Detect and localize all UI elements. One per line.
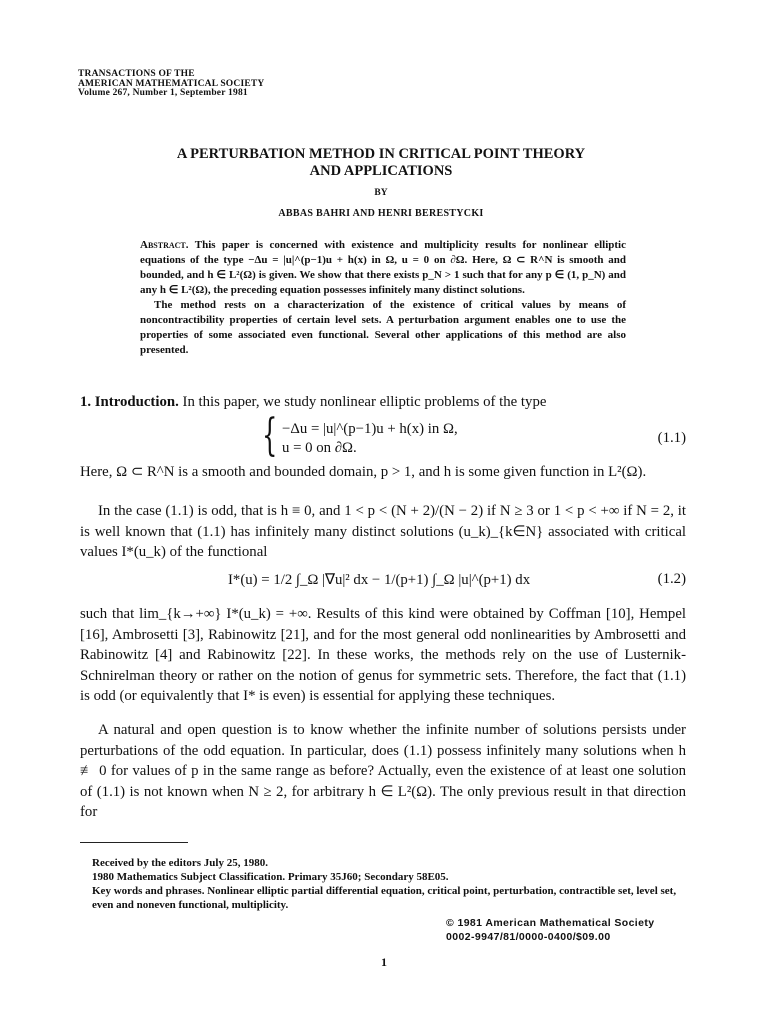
equation-1-2-number: (1.2) (657, 571, 686, 587)
section-heading: 1. Introduction. (80, 394, 179, 410)
equation-brace: { (262, 410, 278, 461)
equation-1-1-line2: u = 0 on ∂Ω. (282, 440, 357, 456)
paragraph-such-text: such that lim_{k→+∞} I*(u_k) = +∞. Results of this kind were obtained by Coffman [10], Hempel [16], Ambrosetti [3], Rabinowitz [21], and for the most general odd nonlinearities by Ambrosetti and Rabinowitz [4] and Rabinowitz [22]. In these works, the methods rely on the use of Lusternik-Schnirelman theory or rather on the notion of genus for symmetric sets. Therefore, the fact that (1.1) is odd (or equivalently that I* is even) is essential for applying these techniques. (80, 606, 686, 704)
equation-1-2: I*(u) = 1/2 ∫_Ω |∇u|² dx − 1/(p+1) ∫_Ω |u|^(p+1) dx (228, 572, 531, 588)
paragraph-natural (80, 720, 686, 823)
footnote-rule (80, 842, 188, 843)
copyright-block (446, 916, 655, 944)
copyright-line: © 1981 American Mathematical Society (446, 917, 655, 929)
title-line1: A PERTURBATION METHOD IN CRITICAL POINT THEORY (176, 146, 586, 162)
abstract-paragraph-2: The method rests on a characterization of the existence of critical values by means of noncontractibility properties of certain level sets. A perturbation argument enables one to use the properties of some associated even functional. Several other applications of this method are also presented. (140, 299, 626, 356)
abstract (140, 238, 626, 358)
paragraph-here (80, 462, 686, 483)
footnote-msc: 1980 Mathematics Subject Classification. Primary 35J60; Secondary 58E05. (92, 871, 449, 883)
journal-name-line1: TRANSACTIONS OF THE (78, 69, 195, 79)
footnotes (80, 856, 686, 912)
paper-title (78, 146, 684, 180)
abstract-paragraph-1 (140, 238, 626, 298)
intro-text: In this paper, we study nonlinear elliptic problems of the type (182, 394, 547, 410)
abstract-text-1: This paper is concerned with existence and multiplicity results for nonlinear elliptic equations of the type −Δu = |u|^(p−1)u + h(x) in Ω, u = 0 on ∂Ω. Here, Ω ⊂ R^N is smooth and bounded, and h ∈ L²(Ω) is given. We show that there exists p_N > 1 such that for any p ∈ (1, p_N) and any h ∈ L²(Ω), the preceding equation possesses infinitely many distinct solutions. (140, 239, 626, 296)
footnote-received: Received by the editors July 25, 1980. (92, 857, 268, 869)
equation-1-1-line1: −Δu = |u|^(p−1)u + h(x) in Ω, (282, 421, 458, 437)
journal-volume: Volume 267, Number 1, September 1981 (78, 88, 248, 98)
paragraph-case (80, 501, 686, 563)
paragraph-such (80, 604, 686, 707)
paragraph-natural-text: A natural and open question is to know whether the infinite number of solutions persists under perturbations of the odd equation. In particular, does (1.1) possess infinitely many solutions when h ≢ 0 for values of p in the same range as before? Actually, even the existence of at least one solution of (1.1) is not known when N ≥ 2, for arbitrary h ∈ L²(Ω). The only previous result in that direction for (80, 722, 686, 820)
paragraph-here-text: Here, Ω ⊂ R^N is a smooth and bounded domain, p > 1, and h is some given function in L²(Ω). (80, 464, 647, 480)
title-line2: AND APPLICATIONS (309, 163, 453, 179)
by-label: BY (374, 188, 388, 198)
journal-name-line2: AMERICAN MATHEMATICAL SOCIETY (78, 78, 265, 89)
authors: ABBAS BAHRI AND HENRI BERESTYCKI (278, 208, 484, 219)
paragraph-case-text: In the case (1.1) is odd, that is h ≡ 0, and 1 < p < (N + 2)/(N − 2) if N ≥ 3 or 1 < p < +∞ if N = 2, it is well known that (1.1) has infinitely many distinct solutions (u_k)_{k∈N} associated with critical values I*(u_k) of the functional (80, 503, 686, 560)
copyright-code: 0002-9947/81/0000-0400/$09.00 (446, 931, 611, 943)
footnote-keywords: Key words and phrases. Nonlinear elliptic partial differential equation, critical point, perturbation, contractible set, level set, even and noneven functional, multiplicity. (92, 885, 677, 911)
page-number: 1 (381, 955, 387, 969)
equation-1-1-number: (1.1) (657, 430, 686, 446)
intro-line (80, 392, 686, 413)
abstract-label: Abstract. (140, 239, 189, 251)
journal-header (78, 70, 265, 99)
